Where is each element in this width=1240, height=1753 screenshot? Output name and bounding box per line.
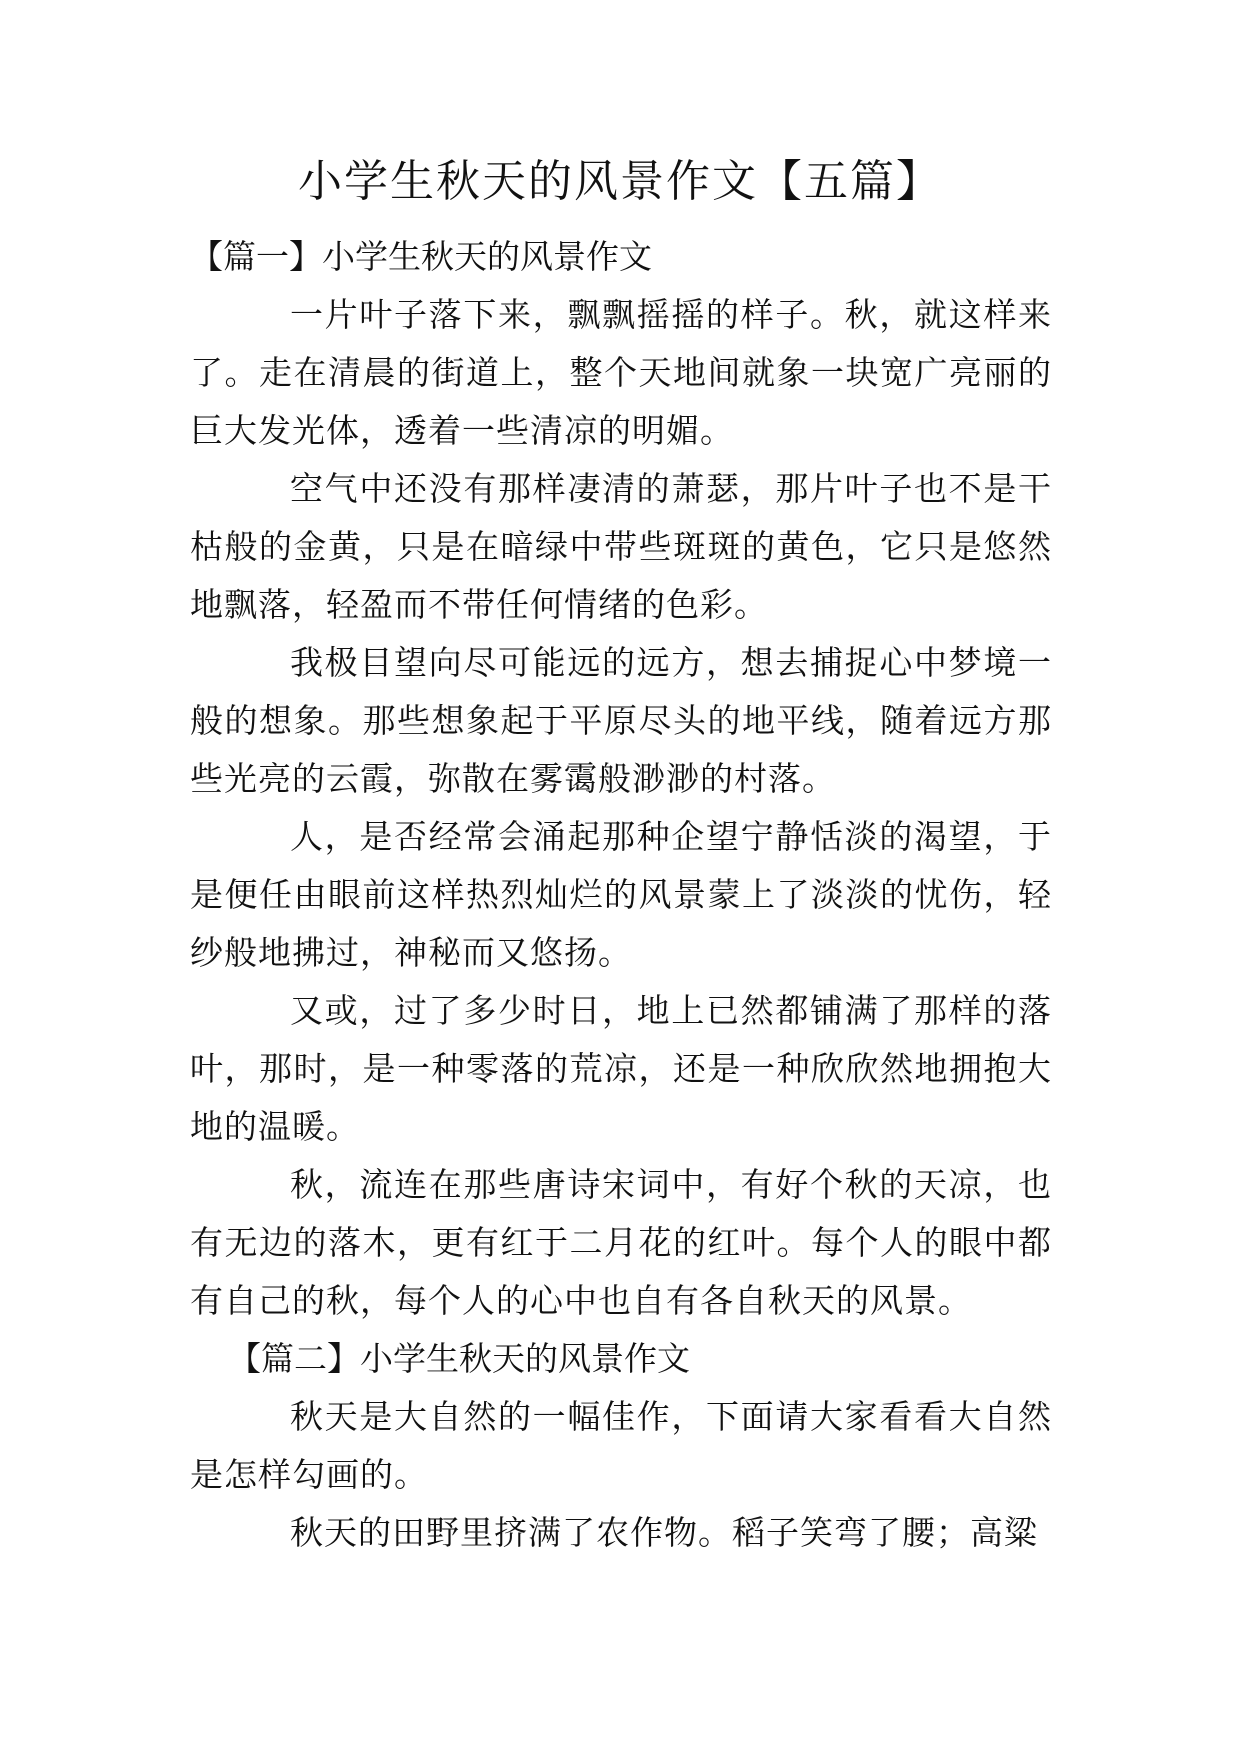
- paragraph: 空气中还没有那样凄清的萧瑟，那片叶子也不是干枯般的金黄，只是在暗绿中带些斑斑的黄色，它只是悠然地飘落，轻盈而不带任何情绪的色彩。: [190, 469, 1052, 624]
- paragraph: 秋天是大自然的一幅佳作，下面请大家看看大自然是怎样勾画的。: [190, 1397, 1052, 1494]
- document-body: [190, 228, 1052, 1562]
- paragraph: 人，是否经常会涌起那种企望宁静恬淡的渴望，于是便任由眼前这样热烈灿烂的风景蒙上了淡淡的忧伤，轻纱般地拂过，神秘而又悠扬。: [190, 817, 1052, 972]
- paragraph: 秋，流连在那些唐诗宋词中，有好个秋的天凉，也有无边的落木，更有红于二月花的红叶。每个人的眼中都有自己的秋，每个人的心中也自有各自秋天的风景。: [190, 1165, 1052, 1320]
- section-heading-1: 【篇一】小学生秋天的风景作文: [190, 237, 652, 276]
- paragraph: 一片叶子落下来，飘飘摇摇的样子。秋，就这样来了。走在清晨的街道上，整个天地间就象一块宽广亮丽的巨大发光体，透着一些清凉的明媚。: [190, 295, 1052, 450]
- section-heading-2: 【篇二】小学生秋天的风景作文: [228, 1339, 690, 1378]
- paragraph: 我极目望向尽可能远的远方，想去捕捉心中梦境一般的想象。那些想象起于平原尽头的地平线，随着远方那些光亮的云霞，弥散在雾霭般渺渺的村落。: [190, 643, 1052, 798]
- document-title: 小学生秋天的风景作文【五篇】: [298, 156, 942, 207]
- paragraph: 又或，过了多少时日，地上已然都铺满了那样的落叶，那时，是一种零落的荒凉，还是一种欣欣然地拥抱大地的温暖。: [190, 991, 1052, 1146]
- paragraph: 秋天的田野里挤满了农作物。稻子笑弯了腰；高粱: [290, 1513, 1038, 1552]
